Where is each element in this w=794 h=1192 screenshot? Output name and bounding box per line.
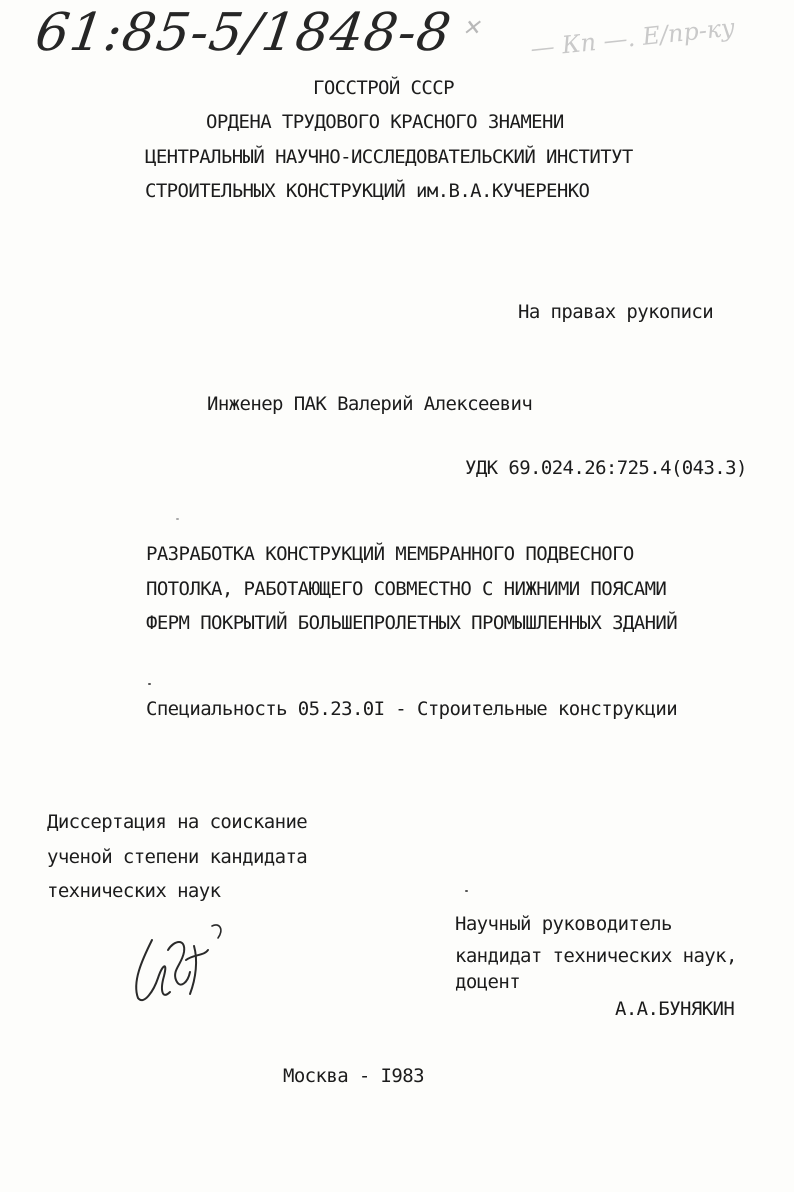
- supervisor-name: А.А.БУНЯКИН: [615, 998, 735, 1020]
- thesis-title-line-1: РАЗРАБОТКА КОНСТРУКЦИЙ МЕМБРАННОГО ПОДВЕСНОГО: [146, 543, 634, 565]
- dissertation-line-3: технических наук: [47, 880, 221, 902]
- ink-speck: [148, 683, 151, 685]
- thesis-title-line-2: ПОТОЛКА, РАБОТАЮЩЕГО СОВМЕСТНО С НИЖНИМИ ПОЯСАМИ: [146, 578, 667, 600]
- institute-line-1: ОРДЕНА ТРУДОВОГО КРАСНОГО ЗНАМЕНИ: [206, 111, 564, 133]
- institute-line-3: СТРОИТЕЛЬНЫХ КОНСТРУКЦИЙ им.В.А.КУЧЕРЕНКО: [145, 180, 590, 202]
- signature-stroke: [168, 942, 190, 985]
- supervisor-degree: кандидат технических наук,: [455, 945, 737, 967]
- signature-stroke: [212, 925, 221, 938]
- signature-stroke: [186, 946, 208, 994]
- supervisor-title: доцент: [455, 971, 521, 993]
- author-name: Инженер ПАК Валерий Алексеевич: [207, 393, 533, 415]
- ministry-name: ГОССТРОЙ СССР: [313, 77, 454, 99]
- handwritten-archive-number: 61:85-5/1848-8: [31, 3, 456, 63]
- supervisor-role: Научный руководитель: [455, 913, 672, 935]
- manuscript-rights-note: На правах рукописи: [518, 301, 714, 323]
- handwritten-mark: ✕: [462, 16, 481, 41]
- ink-speck: [465, 890, 468, 892]
- specialty-code: Специальность 05.23.0I - Строительные конструкции: [146, 698, 678, 720]
- institute-line-2: ЦЕНТРАЛЬНЫЙ НАУЧНО-ИССЛЕДОВАТЕЛЬСКИЙ ИНСТИТУТ: [145, 146, 633, 168]
- place-and-year: Москва - I983: [283, 1065, 424, 1087]
- signature-stroke: [136, 940, 170, 1000]
- handwritten-signature: [124, 920, 234, 1010]
- ink-speck: [176, 518, 179, 520]
- udc-code: УДК 69.024.26:725.4(043.3): [465, 457, 747, 479]
- faint-handwritten-annotation: — Кп —. Е/пр-ку: [529, 13, 737, 63]
- thesis-title-line-3: ФЕРМ ПОКРЫТИЙ БОЛЬШЕПРОЛЕТНЫХ ПРОМЫШЛЕННЫХ ЗДАНИЙ: [146, 612, 678, 634]
- dissertation-line-1: Диссертация на соискание: [47, 811, 308, 833]
- dissertation-line-2: ученой степени кандидата: [47, 846, 308, 868]
